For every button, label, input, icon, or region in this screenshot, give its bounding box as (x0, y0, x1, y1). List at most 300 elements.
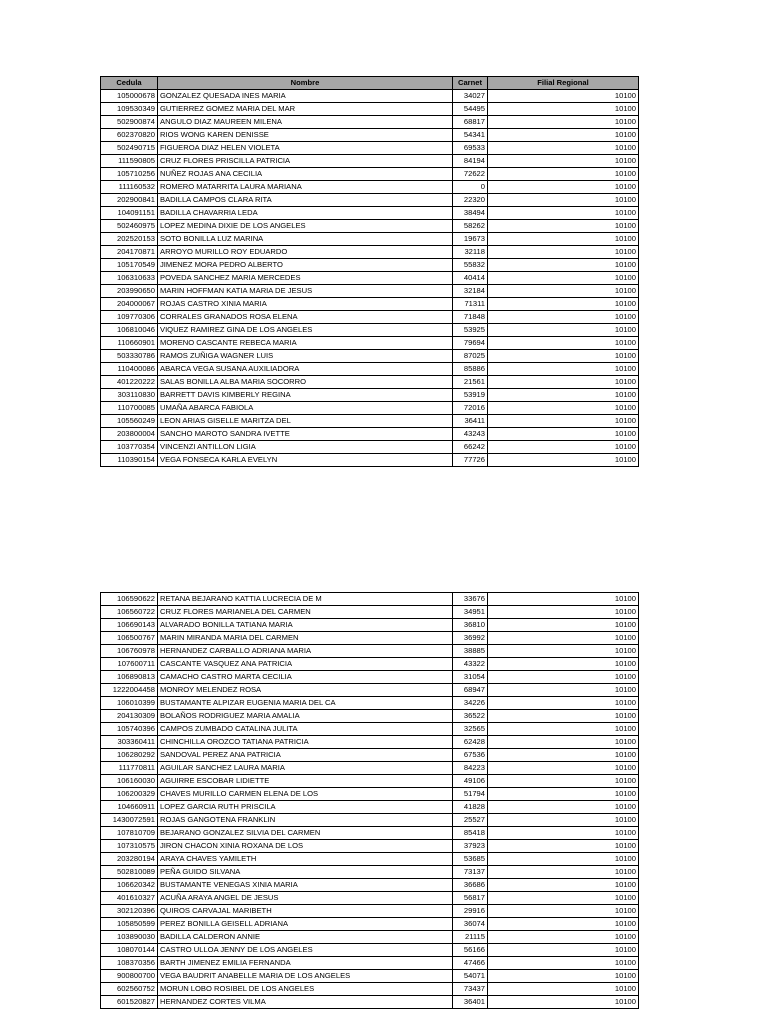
filial-cell: 10100 (488, 142, 639, 155)
nombre-cell: CHAVES MURILLO CARMEN ELENA DE LOS (158, 788, 453, 801)
nombre-cell: FIGUEROA DIAZ HELEN VIOLETA (158, 142, 453, 155)
table-row (101, 155, 639, 168)
filial-cell: 10100 (488, 866, 639, 879)
nombre-cell: CRUZ FLORES PRISCILLA PATRICIA (158, 155, 453, 168)
cedula-cell: 204130309 (101, 710, 158, 723)
member-table-2 (100, 592, 639, 1009)
carnet-cell: 47466 (453, 957, 488, 970)
nombre-cell: VEGA BAUDRIT ANABELLE MARIA DE LOS ANGELES (158, 970, 453, 983)
carnet-cell: 36810 (453, 619, 488, 632)
cedula-cell: 105740396 (101, 723, 158, 736)
filial-cell: 10100 (488, 285, 639, 298)
nombre-cell: SALAS BONILLA ALBA MARIA SOCORRO (158, 376, 453, 389)
nombre-cell: ARROYO MURILLO ROY EDUARDO (158, 246, 453, 259)
nombre-cell: LOPEZ GARCIA RUTH PRISCILA (158, 801, 453, 814)
carnet-cell: 36411 (453, 415, 488, 428)
filial-cell: 10100 (488, 606, 639, 619)
table-row (101, 402, 639, 415)
nombre-cell: PEÑA GUIDO SILVANA (158, 866, 453, 879)
filial-cell: 10100 (488, 944, 639, 957)
cedula-cell: 106690143 (101, 619, 158, 632)
filial-cell: 10100 (488, 879, 639, 892)
nombre-cell: HERNANDEZ CORTES VILMA (158, 996, 453, 1009)
cedula-cell: 106280292 (101, 749, 158, 762)
table-row (101, 389, 639, 402)
filial-cell: 10100 (488, 155, 639, 168)
table-row (101, 246, 639, 259)
table-row (101, 285, 639, 298)
nombre-cell: ALVARADO BONILLA TATIANA MARIA (158, 619, 453, 632)
carnet-cell: 32118 (453, 246, 488, 259)
table-row (101, 129, 639, 142)
filial-cell: 10100 (488, 723, 639, 736)
cedula-cell: 106500767 (101, 632, 158, 645)
carnet-cell: 85418 (453, 827, 488, 840)
table-row (101, 645, 639, 658)
carnet-cell: 73437 (453, 983, 488, 996)
table-row (101, 918, 639, 931)
carnet-cell: 53685 (453, 853, 488, 866)
table-row (101, 775, 639, 788)
carnet-cell: 58262 (453, 220, 488, 233)
table-row (101, 788, 639, 801)
carnet-cell: 41828 (453, 801, 488, 814)
cedula-cell: 602560752 (101, 983, 158, 996)
cedula-cell: 203990650 (101, 285, 158, 298)
cedula-cell: 502460975 (101, 220, 158, 233)
carnet-cell: 77726 (453, 454, 488, 467)
nombre-cell: SANCHO MAROTO SANDRA IVETTE (158, 428, 453, 441)
cedula-cell: 111770811 (101, 762, 158, 775)
nombre-cell: ARAYA CHAVES YAMILETH (158, 853, 453, 866)
carnet-cell: 21561 (453, 376, 488, 389)
filial-cell: 10100 (488, 775, 639, 788)
carnet-cell: 72016 (453, 402, 488, 415)
cedula-cell: 401220222 (101, 376, 158, 389)
cedula-cell: 106590622 (101, 593, 158, 606)
nombre-cell: PEREZ BONILLA GEISELL ADRIANA (158, 918, 453, 931)
filial-cell: 10100 (488, 324, 639, 337)
table-row (101, 194, 639, 207)
carnet-cell: 21115 (453, 931, 488, 944)
nombre-cell: VEGA FONSECA KARLA EVELYN (158, 454, 453, 467)
cedula-cell: 109530349 (101, 103, 158, 116)
table-row (101, 814, 639, 827)
table-row (101, 723, 639, 736)
nombre-cell: BARTH JIMENEZ EMILIA FERNANDA (158, 957, 453, 970)
filial-cell: 10100 (488, 996, 639, 1009)
carnet-cell: 73137 (453, 866, 488, 879)
cedula-cell: 1222004458 (101, 684, 158, 697)
filial-cell: 10100 (488, 168, 639, 181)
table-row (101, 593, 639, 606)
cedula-cell: 503330786 (101, 350, 158, 363)
cedula-cell: 900800700 (101, 970, 158, 983)
cedula-cell: 109770306 (101, 311, 158, 324)
carnet-cell: 29916 (453, 905, 488, 918)
carnet-cell: 66242 (453, 441, 488, 454)
filial-cell: 10100 (488, 220, 639, 233)
nombre-cell: NUÑEZ ROJAS ANA CECILIA (158, 168, 453, 181)
carnet-cell: 34226 (453, 697, 488, 710)
filial-cell: 10100 (488, 311, 639, 324)
table-row (101, 298, 639, 311)
header-carnet: Carnet (453, 77, 488, 90)
cedula-cell: 107310575 (101, 840, 158, 853)
carnet-cell: 53925 (453, 324, 488, 337)
filial-cell: 10100 (488, 697, 639, 710)
table-row (101, 866, 639, 879)
table-row (101, 801, 639, 814)
filial-cell: 10100 (488, 337, 639, 350)
carnet-cell: 87025 (453, 350, 488, 363)
table-row (101, 363, 639, 376)
table-row (101, 684, 639, 697)
carnet-cell: 43322 (453, 658, 488, 671)
table-row (101, 441, 639, 454)
filial-cell: 10100 (488, 402, 639, 415)
carnet-cell: 71311 (453, 298, 488, 311)
nombre-cell: UMAÑA ABARCA FABIOLA (158, 402, 453, 415)
nombre-cell: BUSTAMANTE VENEGAS XINIA MARIA (158, 879, 453, 892)
carnet-cell: 40414 (453, 272, 488, 285)
cedula-cell: 106760978 (101, 645, 158, 658)
table-row (101, 142, 639, 155)
cedula-cell: 502900874 (101, 116, 158, 129)
table-row (101, 428, 639, 441)
table-row (101, 415, 639, 428)
nombre-cell: CRUZ FLORES MARIANELA DEL CARMEN (158, 606, 453, 619)
carnet-cell: 72622 (453, 168, 488, 181)
nombre-cell: AGUILAR SANCHEZ LAURA MARIA (158, 762, 453, 775)
table-row (101, 736, 639, 749)
filial-cell: 10100 (488, 619, 639, 632)
filial-cell: 10100 (488, 788, 639, 801)
carnet-cell: 54341 (453, 129, 488, 142)
cedula-cell: 110400086 (101, 363, 158, 376)
filial-cell: 10100 (488, 376, 639, 389)
cedula-cell: 202900841 (101, 194, 158, 207)
nombre-cell: ROJAS GANGOTENA FRANKLIN (158, 814, 453, 827)
filial-cell: 10100 (488, 593, 639, 606)
cedula-cell: 111160532 (101, 181, 158, 194)
table-row (101, 116, 639, 129)
table-row (101, 220, 639, 233)
carnet-cell: 25527 (453, 814, 488, 827)
nombre-cell: BEJARANO GONZALEZ SILVIA DEL CARMEN (158, 827, 453, 840)
filial-cell: 10100 (488, 905, 639, 918)
filial-cell: 10100 (488, 90, 639, 103)
carnet-cell: 36522 (453, 710, 488, 723)
carnet-cell: 37923 (453, 840, 488, 853)
carnet-cell: 56166 (453, 944, 488, 957)
nombre-cell: CASCANTE VASQUEZ ANA PATRICIA (158, 658, 453, 671)
filial-cell: 10100 (488, 970, 639, 983)
nombre-cell: ROMERO MATARRITA LAURA MARIANA (158, 181, 453, 194)
table-row (101, 827, 639, 840)
filial-cell: 10100 (488, 129, 639, 142)
filial-cell: 10100 (488, 389, 639, 402)
nombre-cell: ROJAS CASTRO XINIA MARIA (158, 298, 453, 311)
header-filial: Filial Regional (488, 77, 639, 90)
table-row (101, 324, 639, 337)
carnet-cell: 71848 (453, 311, 488, 324)
filial-cell: 10100 (488, 298, 639, 311)
cedula-cell: 106310633 (101, 272, 158, 285)
cedula-cell: 105170549 (101, 259, 158, 272)
carnet-cell: 22320 (453, 194, 488, 207)
nombre-cell: CASTRO ULLOA JENNY DE LOS ANGELES (158, 944, 453, 957)
table-row (101, 350, 639, 363)
carnet-cell: 32565 (453, 723, 488, 736)
table-row (101, 671, 639, 684)
nombre-cell: RIOS WONG KAREN DENISSE (158, 129, 453, 142)
cedula-cell: 105560249 (101, 415, 158, 428)
carnet-cell: 38885 (453, 645, 488, 658)
table-2-body (101, 593, 639, 1009)
table-row (101, 619, 639, 632)
table-row (101, 90, 639, 103)
nombre-cell: LOPEZ MEDINA DIXIE DE LOS ANGELES (158, 220, 453, 233)
nombre-cell: CHINCHILLA OROZCO TATIANA PATRICIA (158, 736, 453, 749)
nombre-cell: BUSTAMANTE ALPIZAR EUGENIA MARIA DEL CA (158, 697, 453, 710)
cedula-cell: 111590805 (101, 155, 158, 168)
cedula-cell: 104091151 (101, 207, 158, 220)
cedula-cell: 106560722 (101, 606, 158, 619)
cedula-cell: 108370356 (101, 957, 158, 970)
table-row (101, 892, 639, 905)
filial-cell: 10100 (488, 840, 639, 853)
carnet-cell: 38494 (453, 207, 488, 220)
nombre-cell: SANDOVAL PEREZ ANA PATRICIA (158, 749, 453, 762)
nombre-cell: CORRALES GRANADOS ROSA ELENA (158, 311, 453, 324)
nombre-cell: ABARCA VEGA SUSANA AUXILIADORA (158, 363, 453, 376)
filial-cell: 10100 (488, 103, 639, 116)
carnet-cell: 36074 (453, 918, 488, 931)
table-row (101, 970, 639, 983)
carnet-cell: 56817 (453, 892, 488, 905)
cedula-cell: 110660901 (101, 337, 158, 350)
table-row (101, 311, 639, 324)
nombre-cell: VIQUEZ RAMIREZ GINA DE LOS ANGELES (158, 324, 453, 337)
filial-cell: 10100 (488, 892, 639, 905)
nombre-cell: MARIN HOFFMAN KATIA MARIA DE JESUS (158, 285, 453, 298)
filial-cell: 10100 (488, 684, 639, 697)
table-row (101, 207, 639, 220)
cedula-cell: 302120396 (101, 905, 158, 918)
nombre-cell: BADILLA CAMPOS CLARA RITA (158, 194, 453, 207)
cedula-cell: 203800004 (101, 428, 158, 441)
carnet-cell: 84223 (453, 762, 488, 775)
table-row (101, 749, 639, 762)
nombre-cell: GONZALEZ QUESADA INES MARIA (158, 90, 453, 103)
table-row (101, 337, 639, 350)
carnet-cell: 51794 (453, 788, 488, 801)
table-row (101, 233, 639, 246)
filial-cell: 10100 (488, 801, 639, 814)
carnet-cell: 36686 (453, 879, 488, 892)
nombre-cell: SOTO BONILLA LUZ MARINA (158, 233, 453, 246)
filial-cell: 10100 (488, 931, 639, 944)
filial-cell: 10100 (488, 116, 639, 129)
cedula-cell: 108070144 (101, 944, 158, 957)
table-row (101, 168, 639, 181)
carnet-cell: 54071 (453, 970, 488, 983)
filial-cell: 10100 (488, 983, 639, 996)
cedula-cell: 502810089 (101, 866, 158, 879)
filial-cell: 10100 (488, 415, 639, 428)
filial-cell: 10100 (488, 207, 639, 220)
nombre-cell: JIRON CHACON XINIA ROXANA DE LOS (158, 840, 453, 853)
member-table-1 (100, 76, 639, 467)
cedula-cell: 303110830 (101, 389, 158, 402)
carnet-cell: 49106 (453, 775, 488, 788)
carnet-cell: 34951 (453, 606, 488, 619)
filial-cell: 10100 (488, 827, 639, 840)
carnet-cell: 79694 (453, 337, 488, 350)
nombre-cell: BARRETT DAVIS KIMBERLY REGINA (158, 389, 453, 402)
filial-cell: 10100 (488, 814, 639, 827)
carnet-cell: 33676 (453, 593, 488, 606)
header-nombre: Nombre (158, 77, 453, 90)
cedula-cell: 105000678 (101, 90, 158, 103)
table-row (101, 996, 639, 1009)
nombre-cell: BADILLA CALDERON ANNIE (158, 931, 453, 944)
nombre-cell: MORUN LOBO ROSIBEL DE LOS ANGELES (158, 983, 453, 996)
table-row (101, 710, 639, 723)
filial-cell: 10100 (488, 749, 639, 762)
table-row (101, 376, 639, 389)
filial-cell: 10100 (488, 645, 639, 658)
table-row (101, 983, 639, 996)
nombre-cell: AGUIRRE ESCOBAR LIDIETTE (158, 775, 453, 788)
carnet-cell: 55832 (453, 259, 488, 272)
table-row (101, 697, 639, 710)
cedula-cell: 1430072591 (101, 814, 158, 827)
carnet-cell: 85886 (453, 363, 488, 376)
carnet-cell: 43243 (453, 428, 488, 441)
cedula-cell: 110700085 (101, 402, 158, 415)
carnet-cell: 54495 (453, 103, 488, 116)
nombre-cell: CAMPOS ZUMBADO CATALINA JULITA (158, 723, 453, 736)
filial-cell: 10100 (488, 454, 639, 467)
cedula-cell: 105850599 (101, 918, 158, 931)
table-row (101, 762, 639, 775)
nombre-cell: ANGULO DIAZ MAUREEN MILENA (158, 116, 453, 129)
filial-cell: 10100 (488, 671, 639, 684)
cedula-cell: 203280194 (101, 853, 158, 866)
carnet-cell: 67536 (453, 749, 488, 762)
cedula-cell: 106200329 (101, 788, 158, 801)
nombre-cell: GUTIERREZ GOMEZ MARIA DEL MAR (158, 103, 453, 116)
table-row (101, 853, 639, 866)
nombre-cell: VINCENZI ANTILLON LIGIA (158, 441, 453, 454)
table-row (101, 944, 639, 957)
cedula-cell: 106010399 (101, 697, 158, 710)
table-row (101, 632, 639, 645)
table-row (101, 454, 639, 467)
filial-cell: 10100 (488, 246, 639, 259)
cedula-cell: 202520153 (101, 233, 158, 246)
carnet-cell: 34027 (453, 90, 488, 103)
filial-cell: 10100 (488, 194, 639, 207)
carnet-cell: 68817 (453, 116, 488, 129)
filial-cell: 10100 (488, 259, 639, 272)
carnet-cell: 32184 (453, 285, 488, 298)
table-row (101, 840, 639, 853)
filial-cell: 10100 (488, 632, 639, 645)
cedula-cell: 601520827 (101, 996, 158, 1009)
carnet-cell: 69533 (453, 142, 488, 155)
nombre-cell: MORENO CASCANTE REBECA MARIA (158, 337, 453, 350)
nombre-cell: LEON ARIAS GISELLE MARITZA DEL (158, 415, 453, 428)
table-row (101, 658, 639, 671)
header-row (101, 77, 639, 90)
header-cedula: Cedula (101, 77, 158, 90)
cedula-cell: 107810709 (101, 827, 158, 840)
cedula-cell: 103890030 (101, 931, 158, 944)
filial-cell: 10100 (488, 272, 639, 285)
cedula-cell: 204000067 (101, 298, 158, 311)
nombre-cell: BOLAÑOS RODRIGUEZ MARIA AMALIA (158, 710, 453, 723)
nombre-cell: RETANA BEJARANO KATTIA LUCRECIA DE M (158, 593, 453, 606)
carnet-cell: 36401 (453, 996, 488, 1009)
nombre-cell: QUIROS CARVAJAL MARIBETH (158, 905, 453, 918)
filial-cell: 10100 (488, 853, 639, 866)
carnet-cell: 0 (453, 181, 488, 194)
carnet-cell: 53919 (453, 389, 488, 402)
filial-cell: 10100 (488, 428, 639, 441)
nombre-cell: RAMOS ZUÑIGA WAGNER LUIS (158, 350, 453, 363)
table-row (101, 931, 639, 944)
carnet-cell: 68947 (453, 684, 488, 697)
cedula-cell: 103770354 (101, 441, 158, 454)
cedula-cell: 106890813 (101, 671, 158, 684)
cedula-cell: 602370820 (101, 129, 158, 142)
filial-cell: 10100 (488, 363, 639, 376)
table-row (101, 272, 639, 285)
filial-cell: 10100 (488, 350, 639, 363)
filial-cell: 10100 (488, 918, 639, 931)
carnet-cell: 84194 (453, 155, 488, 168)
cedula-cell: 104660911 (101, 801, 158, 814)
carnet-cell: 19673 (453, 233, 488, 246)
table-row (101, 606, 639, 619)
filial-cell: 10100 (488, 762, 639, 775)
table-row (101, 879, 639, 892)
filial-cell: 10100 (488, 441, 639, 454)
nombre-cell: MARIN MIRANDA MARIA DEL CARMEN (158, 632, 453, 645)
cedula-cell: 110390154 (101, 454, 158, 467)
table-row (101, 103, 639, 116)
cedula-cell: 204170871 (101, 246, 158, 259)
nombre-cell: HERNANDEZ CARBALLO ADRIANA MARIA (158, 645, 453, 658)
nombre-cell: MONROY MELENDEZ ROSA (158, 684, 453, 697)
cedula-cell: 106620342 (101, 879, 158, 892)
filial-cell: 10100 (488, 957, 639, 970)
table-row (101, 905, 639, 918)
filial-cell: 10100 (488, 181, 639, 194)
cedula-cell: 401610327 (101, 892, 158, 905)
table-row (101, 957, 639, 970)
carnet-cell: 31054 (453, 671, 488, 684)
cedula-cell: 303360411 (101, 736, 158, 749)
cedula-cell: 106160030 (101, 775, 158, 788)
carnet-cell: 36992 (453, 632, 488, 645)
table-row (101, 181, 639, 194)
filial-cell: 10100 (488, 736, 639, 749)
nombre-cell: BADILLA CHAVARRIA LEDA (158, 207, 453, 220)
